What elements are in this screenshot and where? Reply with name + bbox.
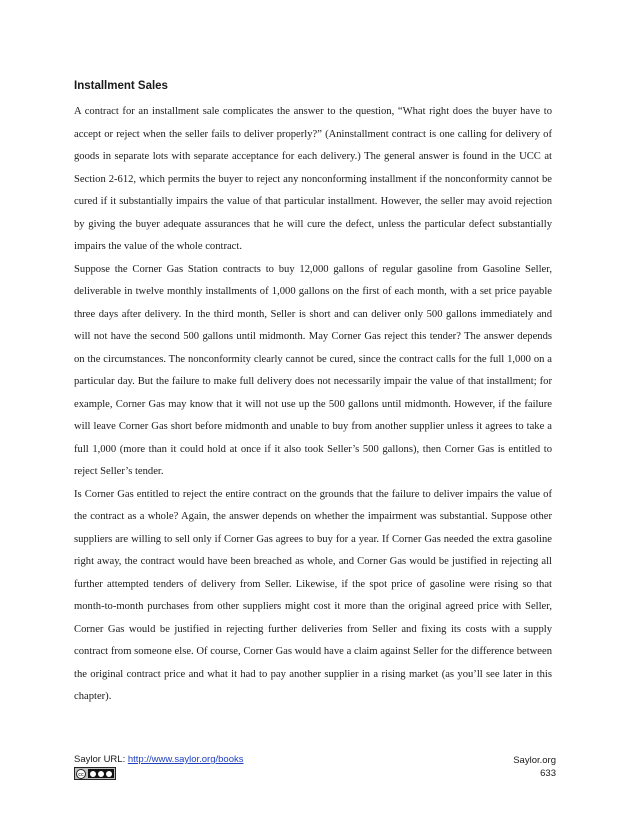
saylor-books-link[interactable]: http://www.saylor.org/books — [127, 754, 244, 765]
paragraph: A contract for an installment sale complicates the answer to the question, “What right does the buyer have to accept or reject when the seller fails to deliver properly?” (Aninstallment contract is one calling for delivery of goods in separate lots with separate acceptance for each delivery.) The general answer is found in the UCC at Section 2-612, which permits the buyer to reject any nonconforming installment if the nonconformity cannot be cured if it substantially impairs the value of that particular installment. However, the seller may avoid rejection by giving the buyer adequate assurances that he will cure the defect, unless the particular defect substantially impairs the value of the whole contract. — [74, 106, 552, 252]
section-heading: Installment Sales — [74, 80, 168, 92]
footer-url-label: Saylor URL: — [74, 754, 128, 765]
creative-commons-icon — [74, 767, 116, 780]
footer-source — [74, 754, 244, 765]
paragraph: Is Corner Gas entitled to reject the entire contract on the grounds that the failure to deliver impairs the value of the contract as a whole? Again, the answer depends on whether the impairment was substantial. Suppose other suppliers are willing to sell only if Corner Gas agrees to buy for a year. If Corner Gas needed the extra gasoline right away, the contract would have been breached as whole, and Corner Gas would be justified in rejecting all further attempted tenders of delivery from Seller. Likewise, if the spot price of gasoline were rising so that month-to-month purchases from other suppliers might cost it more than the original agreed price with Seller, Corner Gas would be justified in rejecting further deliveries from Seller and fixing its costs with a supply contract from someone else. Of course, Corner Gas would have a claim against Seller for the difference between the original contract price and what it had to pay another supplier in a rising market (as you’ll see later in this chapter). — [74, 488, 552, 702]
body-text — [74, 101, 552, 709]
sa-icon — [106, 771, 112, 777]
footer-site: Saylor.org — [513, 755, 556, 766]
license-strip-icon — [88, 769, 114, 778]
by-icon — [90, 771, 96, 777]
footer-right — [513, 754, 556, 780]
cc-logo-icon: cc — [76, 769, 86, 779]
paragraph: Suppose the Corner Gas Station contracts to buy 12,000 gallons of regular gasoline from Gasoline Seller, deliverable in twelve monthly installments of 1,000 gallons on the first of each month, with a set price payable three days after delivery. In the third month, Seller is short and can deliver only 500 gallons immediately and will not have the second 500 gallons until midmonth. May Corner Gas reject this tender? The answer depends on the circumstances. The nonconformity clearly cannot be cured, since the contract calls for the full 1,000 on a particular day. But the failure to make full delivery does not necessarily impair the value of that installment; for example, Corner Gas may know that it will not use up the 500 gallons until midmonth. However, if the failure will leave Corner Gas short before midmonth and unable to buy from another supplier unless it agrees to take a full 1,000 (more than it could hold at once if it also took Seller’s 500 gallons), then Corner Gas is entitled to reject Seller’s tender. — [74, 263, 552, 477]
nc-icon — [98, 771, 104, 777]
page-number: 633 — [540, 768, 556, 779]
